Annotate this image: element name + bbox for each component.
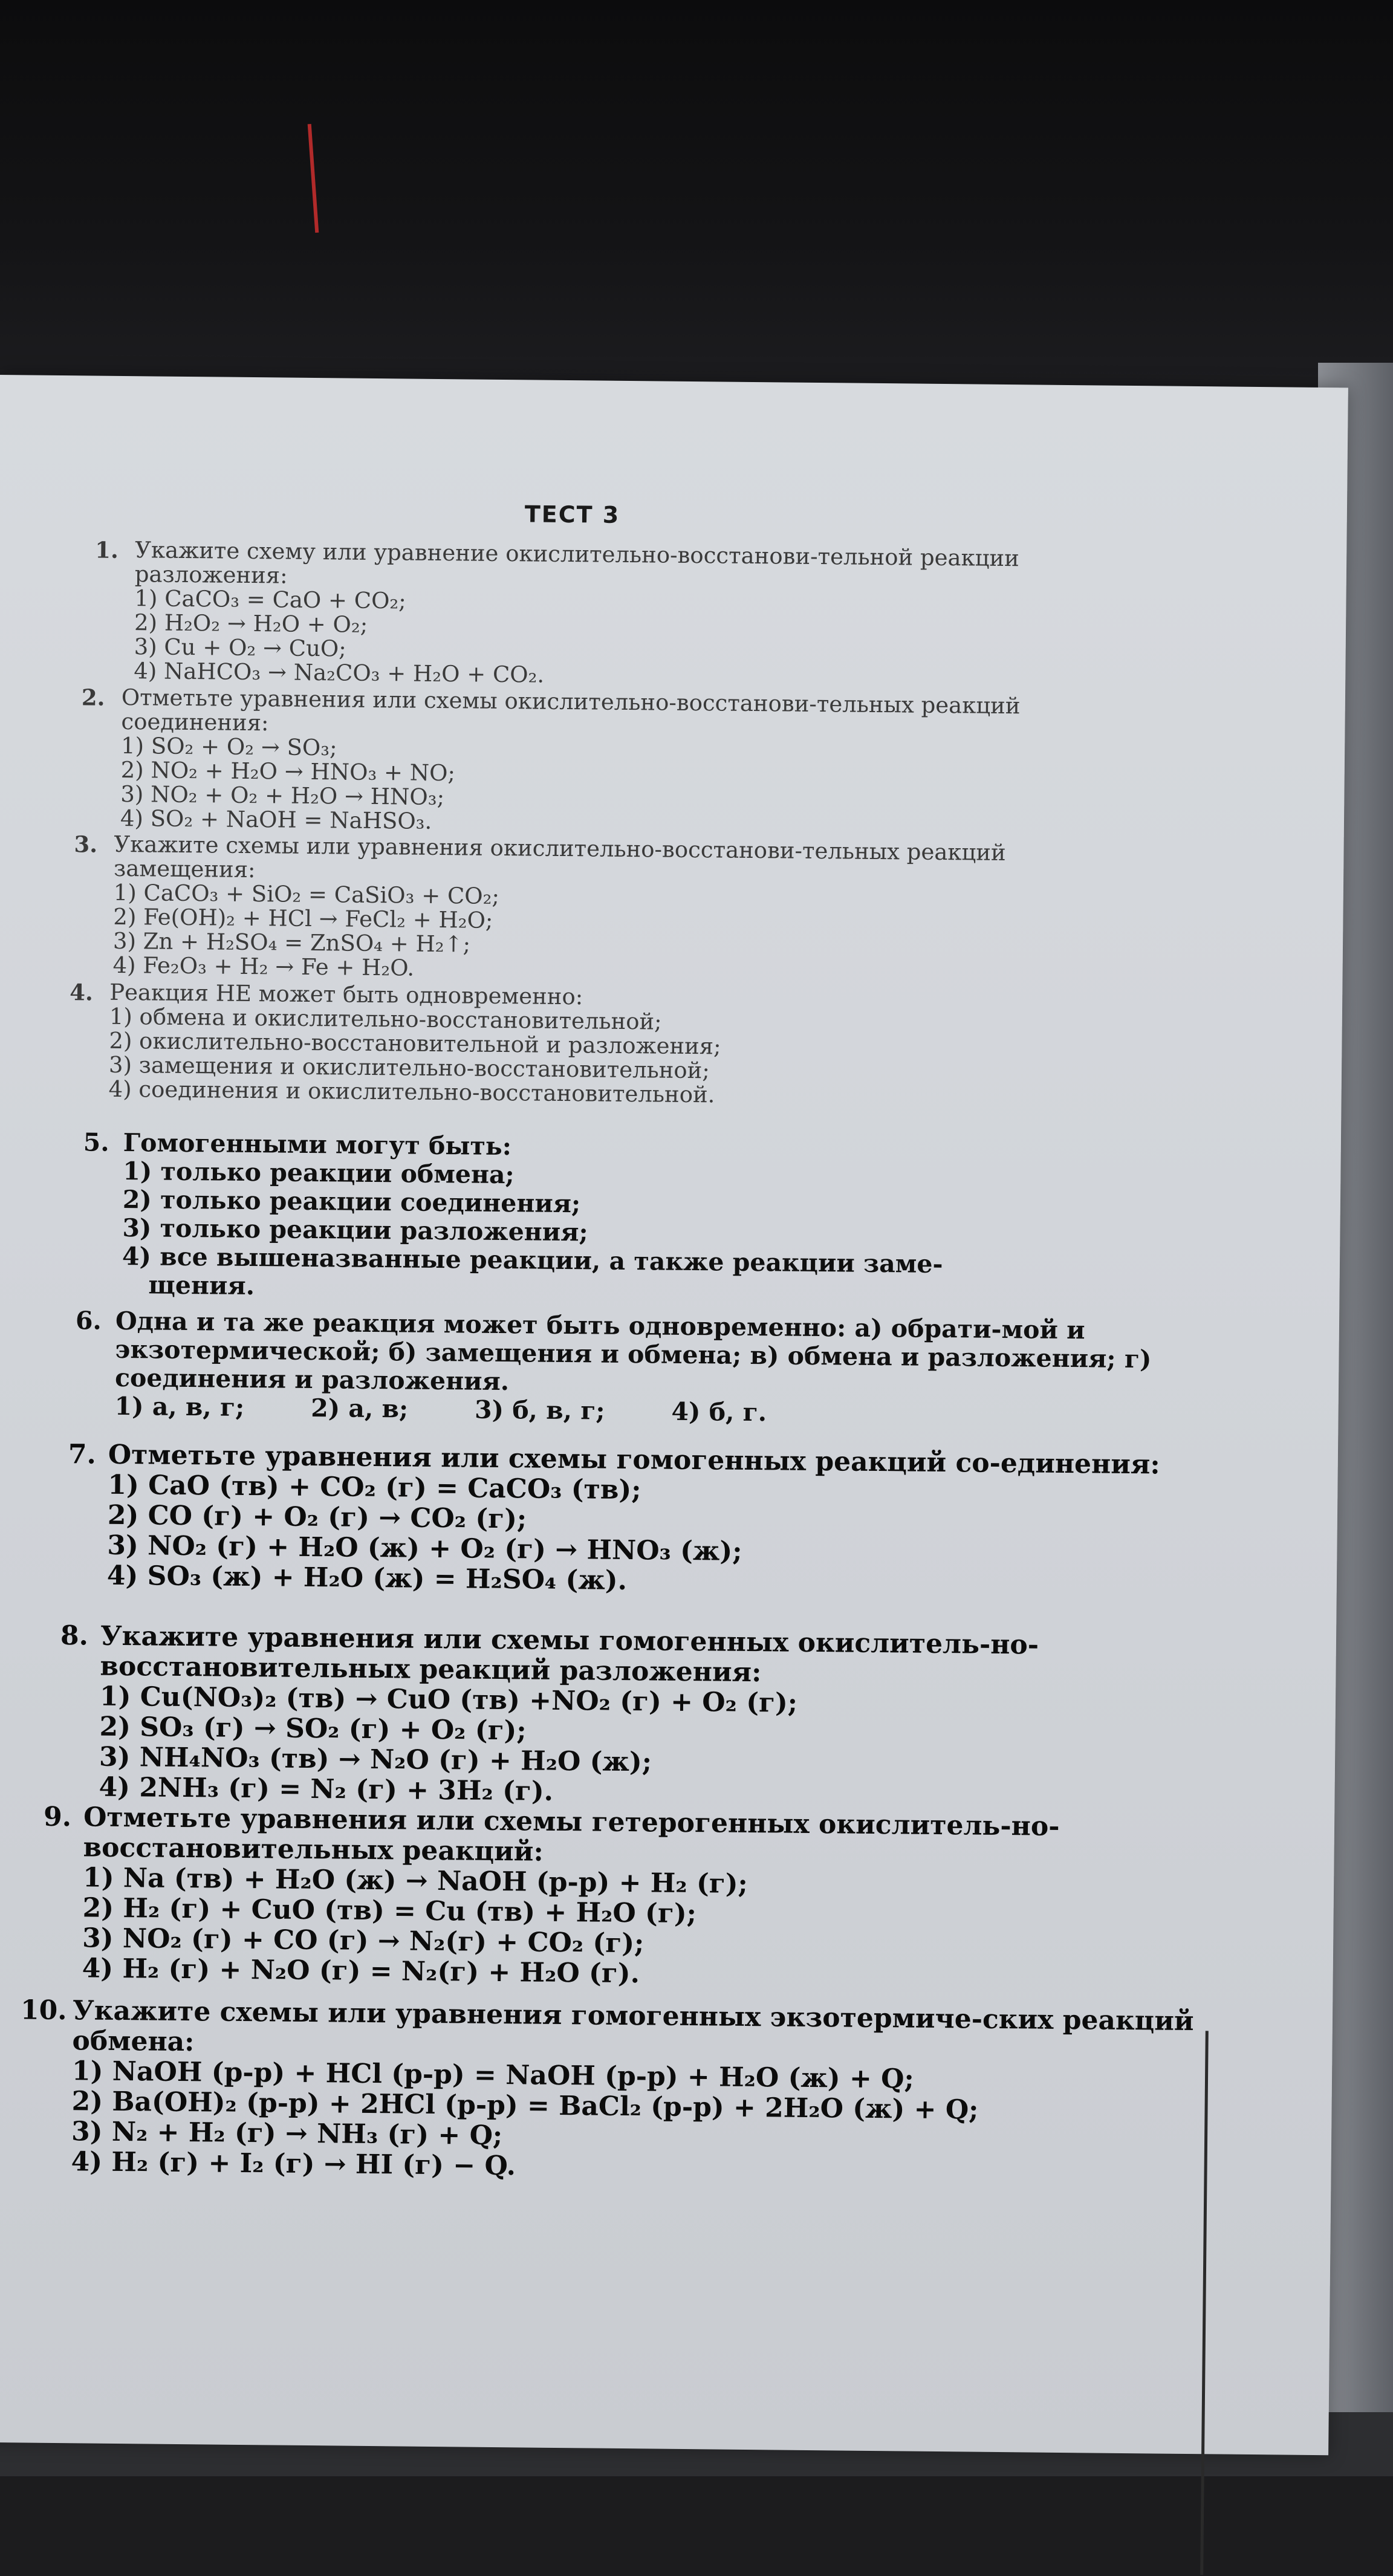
question-text: Реакция НЕ может быть одновременно: — [109, 979, 583, 1010]
option-3: 3) NO₂ + O₂ + H₂O → HNO₃; — [120, 780, 445, 811]
dark-table-background — [0, 0, 1393, 399]
option-4: 4) H₂ (г) + I₂ (г) → HI (г) − Q. — [71, 2146, 516, 2182]
option-2: 2) NO₂ + H₂O → HNO₃ + NO; — [120, 756, 456, 787]
option-3: 3) N₂ + H₂ (г) → NH₃ (г) + Q; — [71, 2116, 503, 2152]
question-4 — [68, 980, 1134, 1111]
option-4: 4) 2NH₃ (г) = N₂ (г) + 3H₂ (г). — [99, 1771, 554, 1807]
option-1: 1) Cu(NO₃)₂ (тв) → CuO (тв) +NO₂ (г) + O₂ (г); — [99, 1681, 798, 1719]
option-4: 4) соединения и окислительно-восстановительной. — [108, 1075, 715, 1108]
option-3: 3) замещения и окислительно-восстановительной; — [108, 1051, 710, 1084]
question-5 — [82, 1128, 1160, 1309]
option-3: 3) NO₂ (г) + H₂O (ж) + O₂ (г) → HNO₃ (ж); — [107, 1530, 742, 1567]
option-4: 4) б, г. — [671, 1397, 767, 1427]
option-4: 4) SO₃ (ж) + H₂O (ж) = H₂SO₄ (ж). — [106, 1560, 628, 1597]
question-text: Отметьте уравнения или схемы гетерогенных окислитель-но-восстановительных реакций: — [83, 1802, 1060, 1867]
question-9 — [42, 1802, 1210, 1995]
test-title: ТЕСТ 3 — [524, 501, 620, 528]
option-1: 1) NaOH (р-р) + HCl (р-р) = NaOH (р-р) + H₂O (ж) + Q; — [71, 2055, 914, 2095]
question-number: 9. — [43, 1801, 72, 1833]
option-2: 2) CO (г) + O₂ (г) → CO₂ (г); — [107, 1499, 527, 1535]
option-3: 3) Zn + H₂SO₄ = ZnSO₄ + H₂↑; — [112, 927, 471, 958]
option-2: 2) а, в; — [310, 1393, 409, 1424]
option-1: 1) а, в, г; — [114, 1391, 245, 1422]
option-1: 1) SO₂ + O₂ → SO₃; — [120, 732, 337, 761]
option-3: 3) Cu + O₂ → CuO; — [134, 634, 346, 662]
question-3 — [73, 832, 1120, 987]
option-3: 3) NH₄NO₃ (тв) → N₂O (г) + H₂O (ж); — [99, 1741, 652, 1778]
option-1: 1) CaCO₃ + SiO₂ = CaSiO₃ + CO₂; — [113, 879, 500, 909]
question-number: 1. — [95, 536, 119, 563]
option-4: 4) NaHCO₃ → Na₂CO₃ + H₂O + CO₂. — [134, 658, 545, 688]
question-number: 8. — [60, 1620, 89, 1652]
question-8 — [59, 1621, 1209, 1813]
question-text: Укажите схемы или уравнения окислительно-восстанови-тельных реакций замещения: — [113, 831, 1006, 883]
option-4: 4) H₂ (г) + N₂O (г) = N₂(г) + H₂O (г). — [82, 1953, 640, 1990]
question-text: Укажите схемы или уравнения гомогенных экзотермиче-ских реакций обмена: — [72, 1995, 1194, 2058]
option-3: 3) NO₂ (г) + CO (г) → N₂(г) + CO₂ (г); — [82, 1922, 645, 1959]
question-number: 4. — [69, 979, 94, 1006]
test-paper-sheet — [0, 375, 1348, 2455]
question-6 — [74, 1306, 1194, 1431]
option-4: 4) все вышеназванные реакции, а также реакции заме- — [122, 1242, 943, 1279]
option-2: 2) H₂O₂ → H₂O + O₂; — [134, 609, 368, 638]
option-3: 3) только реакции разложения; — [122, 1213, 588, 1247]
question-text: Одна и та же реакция может быть одновременно: а) обрати-мой и экзотермической; б) замещения и обмена; в) обмена и разложения; г) соединения и разложения. — [114, 1306, 1152, 1397]
option-2: 2) только реакции соединения; — [122, 1185, 581, 1219]
option-2: 2) SO₃ (г) → SO₂ (г) + O₂ (г); — [99, 1711, 527, 1747]
question-number: 3. — [74, 831, 98, 858]
question-number: 6. — [75, 1306, 102, 1335]
question-text: Отметьте уравнения или схемы гомогенных реакций со-единения: — [108, 1439, 1160, 1481]
option-2: 2) окислительно-восстановительной и разложения; — [109, 1027, 721, 1060]
question-text: Отметьте уравнения или схемы окислительно-восстанови-тельных реакций соединения: — [121, 684, 1021, 736]
question-2 — [80, 685, 1122, 840]
option-4-continued: щения. — [148, 1270, 255, 1301]
option-1: 1) CaCO₃ = CaO + CO₂; — [134, 585, 406, 614]
option-1: 1) Na (тв) + H₂O (ж) → NaOH (р-р) + H₂ (г); — [82, 1862, 748, 1900]
option-2: 2) Fe(OH)₂ + HCl → FeCl₂ + H₂O; — [113, 903, 493, 933]
question-number: 10. — [20, 1994, 67, 2026]
question-text: Укажите схему или уравнение окислительно-восстанови-тельной реакции разложения: — [134, 537, 1020, 589]
question-text: Гомогенными могут быть: — [123, 1128, 512, 1161]
option-3: 3) б, в, г; — [474, 1395, 605, 1426]
question-10 — [19, 1995, 1218, 2188]
option-4: 4) Fe₂O₃ + H₂ → Fe + H₂O. — [112, 952, 415, 981]
question-7 — [67, 1439, 1205, 1601]
question-1 — [94, 538, 1123, 693]
option-1: 1) обмена и окислительно-восстановительной; — [109, 1003, 662, 1035]
question-number: 2. — [81, 684, 105, 711]
option-1: 1) только реакции обмена; — [123, 1157, 515, 1190]
option-2: 2) H₂ (г) + CuO (тв) = Cu (тв) + H₂O (г); — [82, 1892, 697, 1930]
option-2: 2) Ba(OH)₂ (р-р) + 2HCl (р-р) = BaCl₂ (р-р) + 2H₂O (ж) + Q; — [71, 2086, 979, 2126]
question-text: Укажите уравнения или схемы гомогенных окислитель-но-восстановительных реакций разложения: — [100, 1620, 1039, 1689]
option-4: 4) SO₂ + NaOH = NaHSO₃. — [120, 805, 432, 834]
option-1: 1) CaO (тв) + CO₂ (г) = CaCO₃ (тв); — [108, 1469, 641, 1506]
question-number: 5. — [83, 1127, 109, 1157]
question-number: 7. — [68, 1439, 97, 1470]
